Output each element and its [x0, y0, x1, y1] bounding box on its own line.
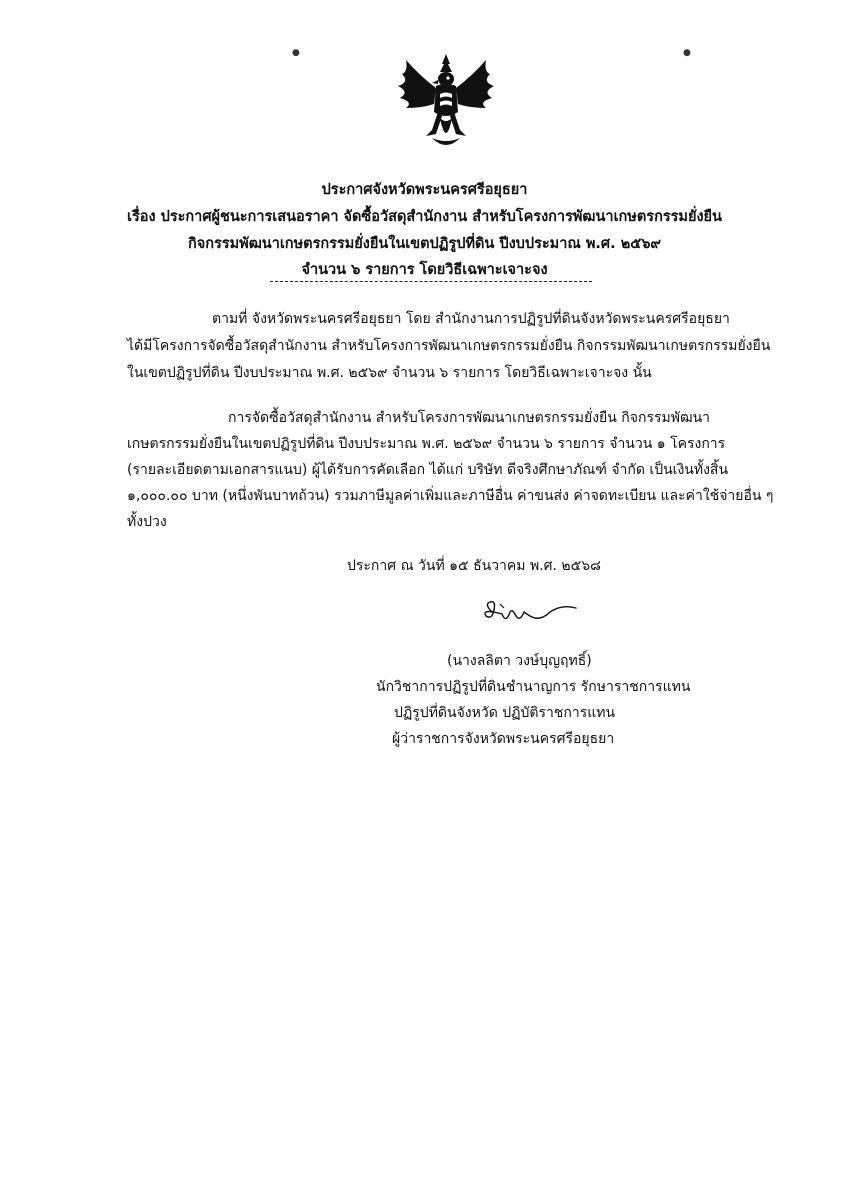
paragraph-2-line-4: ๑,๐๐๐.๐๐ บาท (หนึ่งพันบาทถ้วน) รวมภาษีมูลค่าเพิ่มและภาษีอื่น ค่าขนส่ง ค่าจดทะเบียน และค่าใช้จ่ายอื่น ๆ	[127, 488, 774, 504]
paragraph-1-line-2: ได้มีโครงการจัดซื้อวัสดุสำนักงาน สำหรับโครงการพัฒนาเกษตรกรรมยั่งยืน กิจกรรมพัฒนาเกษตรกรรมยั่งยืน	[127, 338, 771, 354]
paragraph-1-line-3: ในเขตปฏิรูปที่ดิน ปีงบประมาณ พ.ศ. ๒๕๖๙ จำนวน ๖ รายการ โดยวิธีเฉพาะเจาะจง นั้น	[127, 365, 652, 381]
paragraph-1-line-1: ตามที่ จังหวัดพระนครศรีอยุธยา โดย สำนักงานการปฏิรูปที่ดินจังหวัดพระนครศรีอยุธยา	[212, 311, 730, 327]
punch-mark-right: ●	[683, 48, 691, 58]
paragraph-2-line-3: (รายละเอียดตามเอกสารแนบ) ผู้ได้รับการคัดเลือก ได้แก่ บริษัท ดีจริงศึกษาภัณฑ์ จำกัด เป็นเงินทั้งสิ้น	[127, 462, 729, 478]
signatory-position-1: นักวิชาการปฏิรูปที่ดินชำนาญการ รักษาราชการแทน	[376, 679, 691, 695]
signatory-name: (นางลลิตา วงษ์บุญฤทธิ์)	[447, 653, 592, 669]
subject-line-3: จำนวน ๖ รายการ โดยวิธีเฉพาะเจาะจง	[301, 262, 548, 278]
paragraph-2-line-2: เกษตรกรรมยั่งยืนในเขตปฏิรูปที่ดิน ปีงบประมาณ พ.ศ. ๒๕๖๙ จำนวน ๖ รายการ จำนวน ๑ โครงการ	[127, 436, 726, 452]
subject-line-2: กิจกรรมพัฒนาเกษตรกรรมยั่งยืนในเขตปฏิรูปที่ดิน ปีงบประมาณ พ.ศ. ๒๕๖๙	[187, 236, 662, 252]
signatory-position-2: ปฏิรูปที่ดินจังหวัด ปฏิบัติราชการแทน	[394, 705, 616, 721]
signatory-position-3: ผู้ว่าราชการจังหวัดพระนครศรีอยุธยา	[392, 731, 615, 747]
punch-mark-left: ●	[292, 48, 300, 58]
dashed-divider	[270, 281, 592, 282]
announcement-title: ประกาศจังหวัดพระนครศรีอยุธยา	[321, 182, 528, 198]
handwritten-signature	[480, 598, 580, 628]
paragraph-2-line-1: การจัดซื้อวัสดุสำนักงาน สำหรับโครงการพัฒนาเกษตรกรรมยั่งยืน กิจกรรมพัฒนา	[228, 410, 711, 426]
paragraph-2-line-5: ทั้งปวง	[127, 514, 167, 530]
subject-line-1: เรื่อง ประกาศผู้ชนะการเสนอราคา จัดซื้อวัสดุสำนักงาน สำหรับโครงการพัฒนาเกษตรกรรมยั่งยืน	[127, 209, 722, 225]
garuda-emblem-icon	[392, 52, 500, 152]
announce-date: ประกาศ ณ วันที่ ๑๕ ธันวาคม พ.ศ. ๒๕๖๘	[347, 558, 601, 574]
